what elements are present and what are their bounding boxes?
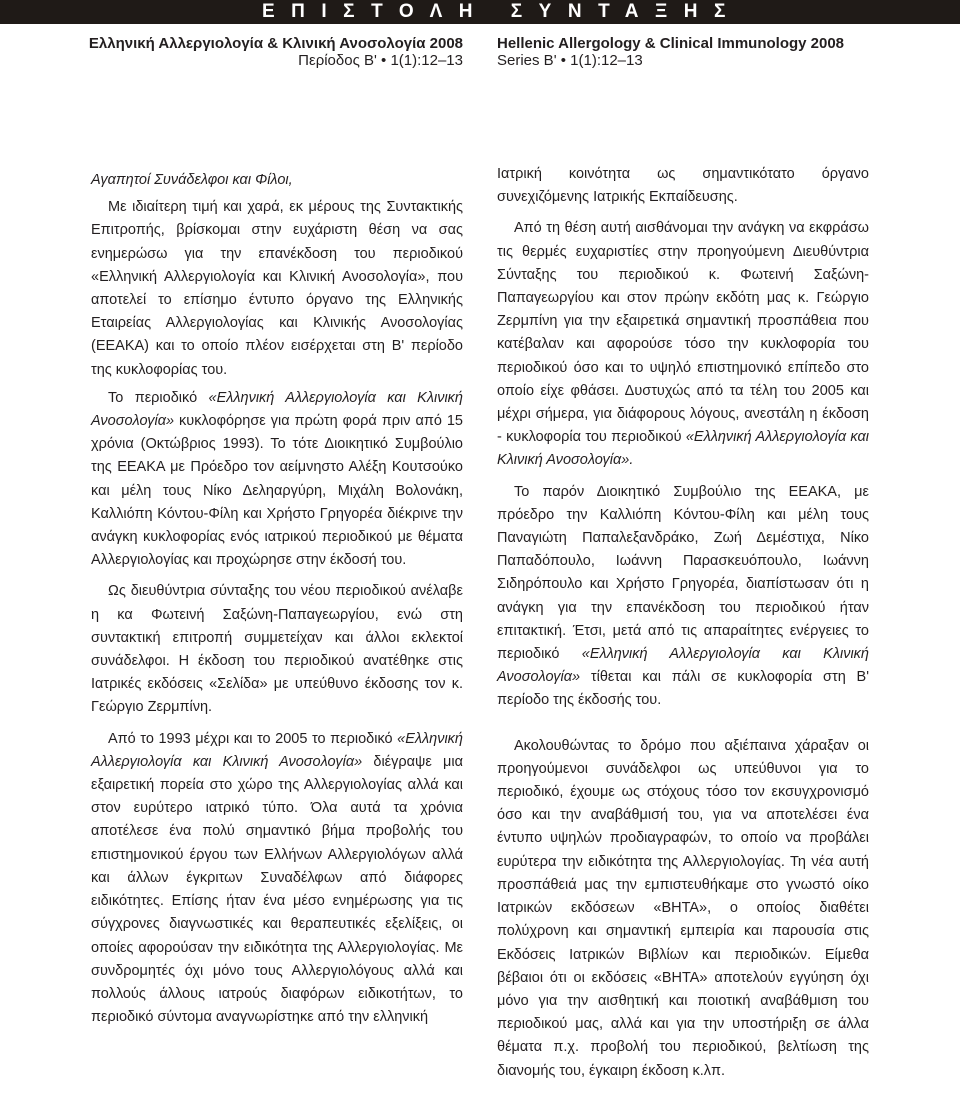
paragraph-board [497, 481, 869, 713]
journal-title-greek: Ελληνική Αλλεργιολογία & Κλινική Ανοσολογία 2008 [88, 35, 463, 52]
text: κυκλοφόρησε για πρώτη φορά πριν από 15 χρόνια (Οκτώβριος 1993). Το τότε Διοικητικό Συμβούλιο της ΕΕΑΚΑ με Πρόεδρο τον αείμνηστο Αλέξη Κουτσούκο και μέλη τους Νίκο Δεληαργύρη, Μιχάλη Βολονάκη, Καλλιόπη Κόντου-Φίλη και Χρήστο Γρηγορέα διέκρινε την ανάγκη κυκλοφορίας ενός ιατρικού περιοδικού με θέματα Αλλεργιολογίας και προχώρησε στην έκδοσή του. [91, 413, 463, 569]
right-column [497, 163, 869, 1094]
paragraph-intro: Με ιδιαίτερη τιμή και χαρά, εκ μέρους της Συντακτικής Επιτροπής, βρίσκομαι στην ευχάριστη θέση να σας ενημερώσω για την επανέκδοση του περιοδικού «Ελληνική Αλλεργιολογία και Κλινική Ανοσολογία», που αποτελεί το επίσημο έντυπο όργανο της Ελληνικής Εταιρείας Αλλεργιολογίας και Κλινικής Ανοσολογίας (ΕΕΑΚΑ) και το οποίο πλέον εισέρχεται στη Β' περίοδο της κυκλοφορίας του. [91, 199, 463, 378]
journal-header-greek [89, 35, 463, 69]
text: Από το 1993 μέχρι και το 2005 το περιοδικό [108, 730, 398, 747]
left-column [91, 169, 463, 1041]
journal-header-english [497, 35, 844, 69]
paragraph-history [91, 387, 463, 573]
text: τίθεται και πάλι σε κυκλοφορία στη Β' περίοδο της έκδοσής του. [497, 669, 869, 709]
paragraph-goals: Ακολουθώντας το δρόμο που αξιέπαινα χάραξαν οι προηγούμενοι συνάδελφοι ως υπεύθυνοι για το περιοδικό, έχουμε ως στόχους τόσο τον εκσυγχρονισμό όσο και την αναβάθμισή του, για να αποτελέσει ένα έντυπο υψηλών προδιαγραφών, το οποίο να προβάλει ευρύτερα την ειδικότητα της Αλλεργιολογίας. Τη νέα αυτή προσπάθειά μας την εμπιστευθήκαμε στο γνωστό οίκο Ιατρικών εκδόσεων «ΒΗΤΑ», ο οποίος διαθέτει πολύχρονη και σημαντική εμπειρία και παρουσία στις Εκδόσεις Ιατρικών Βιβλίων και περιοδικών. Είμεθα βέβαιοι ότι οι εκδόσεις «ΒΗΤΑ» αποτελούν εγγύηση όχι μόνο για την αισθητική και ποιοτική αναβάθμιση του περιοδικού μας, αλλά και για την υποστήριξη σε άλλα θέματα π.χ. προβολή του περιοδικού, βελτίωση της διανομής του, έγκαιρη έκδοση κ.λπ. [497, 737, 869, 1079]
paragraph-thanks [497, 217, 869, 472]
journal-name-italic: «Ελληνική Αλλεργιολογία και Κλινική Ανοσολογία» [91, 389, 463, 430]
banner-title: ΕΠΙΣΤΟΛΗ ΣΥΝΤΑΞΗΣ [262, 1, 742, 22]
section-banner [0, 0, 960, 24]
journal-name-italic: «Ελληνική Αλλεργιολογία και Κλινική Ανοσολογία». [497, 429, 869, 469]
journal-issue-greek: Περίοδος Β' • 1(1):12–13 [298, 52, 463, 69]
journal-title-english: Hellenic Allergology & Clinical Immunology 2008 [497, 35, 845, 52]
text: Το παρόν Διοικητικό Συμβούλιο της ΕΕΑΚΑ, με πρόεδρο την Καλλιόπη Κόντου-Φίλη και μέλη τους Παναγιώτη Παπαλεξανδράκο, Ζωή Δεμέστιχα, Νίκο Παπαδόπουλο, Ιωάννη Παρασκευόπουλο, Ιωάννη Σιδηρόπουλο και Χρήστο Γρηγορέα, διαπίστωσαν ότι η ανάγκη για την επανέκδοση του περιοδικού ήταν επιτακτική. Έτσι, μετά από τις απαραίτητες ενέργειες το περιοδικό [497, 483, 869, 663]
journal-name-italic: «Ελληνική Αλλεργιολογία και Κλινική Ανοσολογία» [497, 646, 869, 686]
paragraph-editor: Ως διευθύντρια σύνταξης του νέου περιοδικού ανέλαβε η κα Φωτεινή Σαξώνη-Παπαγεωργίου, ενώ στη συντακτική επιτροπή συμμετείχαν και άλλοι εκλεκτοί συνάδελφοι. Η έκδοση του περιοδικού ανατέθηκε στις Ιατρικές εκδόσεις «Σελίδα» με υπεύθυνο έκδοσης τον κ. Γεώργιο Ζερμπίνη. [91, 583, 463, 716]
journal-name-italic: «Ελληνική Αλλεργιολογία και Κλινική Ανοσολογία» [91, 730, 463, 770]
paragraph-continued: Ιατρική κοινότητα ως σημαντικότατο όργανο συνεχιζόμενης Ιατρικής Εκπαίδευσης. [497, 166, 869, 206]
text: διέγραψε μια εξαιρετική πορεία στο χώρο της Αλλεργιολογίας αλλά και στον ευρύτερο ιατρικό τύπο. Όλα αυτά τα χρόνια αποτέλεσε ένα πολύ σημαντικό βήμα προβολής του επιστημονικού έργου των Ελλήνων Αλλεργιολόγων αλλά και άλλων έγκριτων Συναδέλφων από διάφορες ειδικότητες. Επίσης ήταν ένα μέσο ενημέρωσης για τις σύγχρονες διαγνωστικές και θεραπευτικές εξελίξεις, οι οποίες αφορούσαν την ειδικότητα της Αλλεργιολογίας. Με συνδρομητές όχι μόνο τους Αλλεργιολόγους αλλά και πολλούς άλλους ιατρούς διαφόρων ειδικοτήτων, το περιοδικό σύντομα αναγνωρίστηκε από την ελληνική [91, 753, 463, 1026]
greeting: Αγαπητοί Συνάδελφοι και Φίλοι, [91, 172, 293, 188]
text: Το περιοδικό [108, 389, 209, 406]
paragraph-course [91, 728, 463, 1030]
journal-issue-english: Series B' • 1(1):12–13 [497, 52, 643, 69]
text: Από τη θέση αυτή αισθάνομαι την ανάγκη να εκφράσω τις θερμές ευχαριστίες στην προηγούμενη Διευθύντρια Σύνταξης του περιοδικού κ. Φωτεινή Σαξώνη-Παπαγεωργίου και στον πρώην εκδότη μας κ. Γεώργιο Ζερμπίνη για την εξαιρετικά σημαντική προσπάθεια που κατέβαλαν και αφορούσε τόσο την κυκλοφορία του περιοδικού όσο και το υψηλό επιστημονικό επίπεδο στο οποίο είχε φθάσει. Δυστυχώς από τα τέλη του 2005 και μέχρι σήμερα, για διάφορους λόγους, ανεστάλη η έκδοση - κυκλοφορία του περιοδικού [497, 220, 869, 446]
